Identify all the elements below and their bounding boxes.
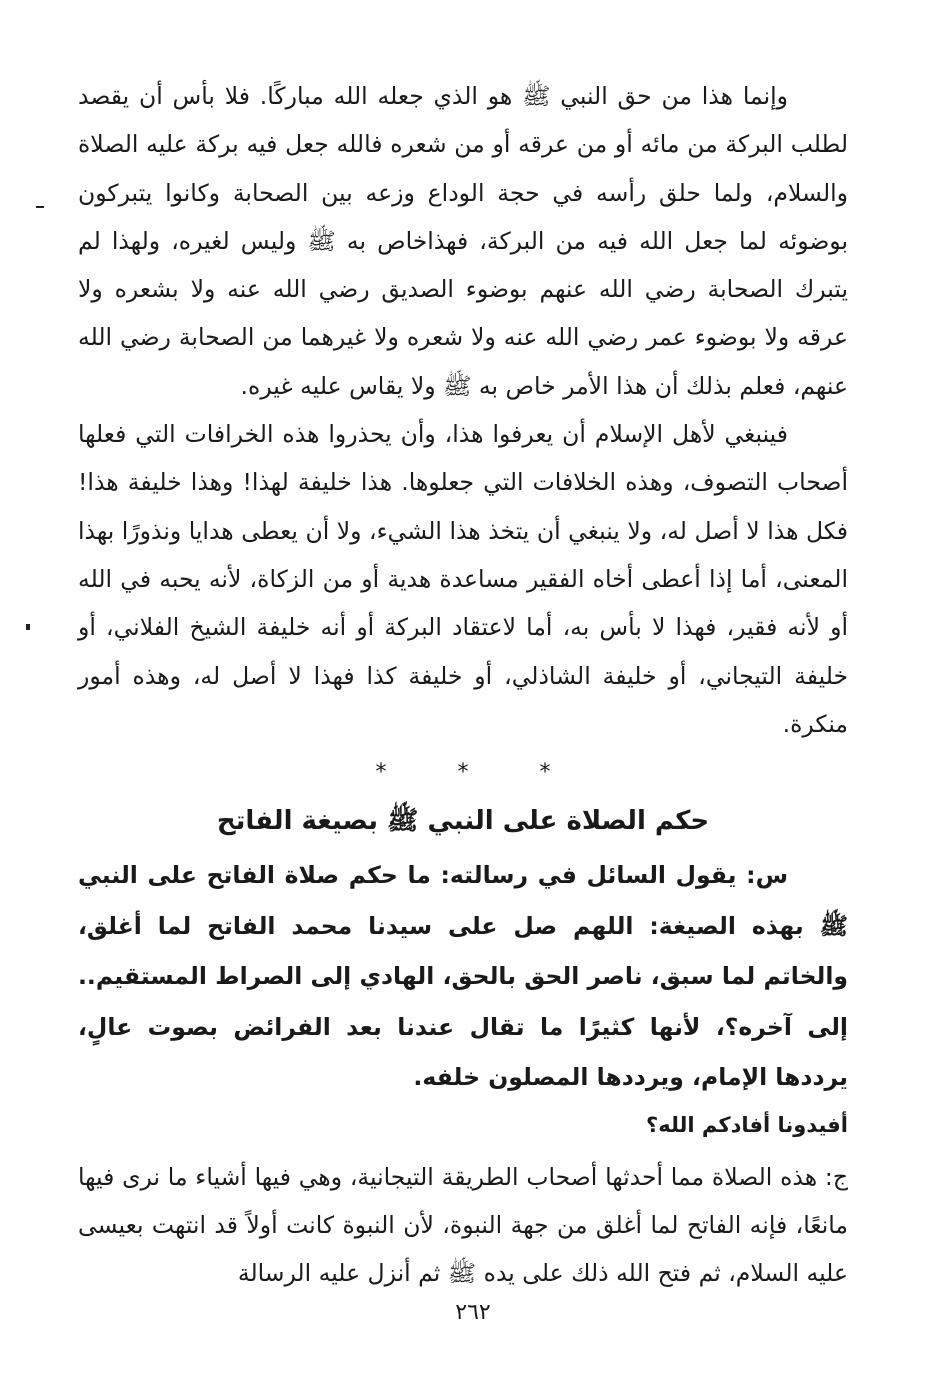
paragraph-2: فينبغي لأهل الإسلام أن يعرفوا هذا، وأن يحذروا هذه الخرافات التي فعلها أصحاب التصوف، وهذه الخلافات التي جعلوها. هذا خليفة لهذا! وهذا خليفة هذا! فكل هذا لا أصل له، ولا ينبغي أن يتخذ هذا الشيء، ولا أن يعطى هدايا ونذورًا بهذا المعنى، أما إذا أعطى أخاه الفقير مساعدة هدية أو من الزكاة، لأنه يحبه في الله أو لأنه فقير، فهذا لا بأس به، أما لاعتقاد البركة أو أنه خليفة الشيخ الفلاني، أو خليفة التيجاني، أو خليفة الشاذلي، أو خليفة كذا فهذا لا أصل له، وهذه أمور منكرة. [78,420,848,738]
divider-star: * [539,760,551,786]
section-heading: حكم الصلاة على النبي ﷺ بصيغة الفاتح [216,806,710,837]
divider-star: * [457,760,469,786]
page-content [78,72,848,1298]
question-closing: أفيدونا أفادكم الله؟ [646,1112,848,1137]
margin-mark [36,206,44,208]
margin-mark [26,624,30,630]
answer-text: ج: هذه الصلاة مما أحدثها أصحاب الطريقة التيجانية، وهي فيها أشياء ما نرى فيها مانعًا، فإنه الفاتح لما أغلق من جهة النبوة، لأن النبوة كانت أولاً قد انتهت بعيسى عليه السلام، ثم فتح الله ذلك على يده ﷺ ثم أنزل عليه الرسالة [78,1162,848,1288]
question-text: س: يقول السائل في رسالته: ما حكم صلاة الفاتح على النبي ﷺ بهذه الصيغة: اللهم صل على سيدنا محمد الفاتح لما أغلق، والخاتم لما سبق، ناصر الحق بالحق، الهادي إلى الصراط المستقيم.. إلى آخره؟، لأنها كثيرًا ما تقال عندنا بعد الفرائض بصوت عالٍ، يرددها الإمام، ويرددها المصلون خلفه. [78,861,848,1092]
paragraph-1: وإنما هذا من حق النبي ﷺ هو الذي جعله الله مباركًا. فلا بأس أن يقصد لطلب البركة من مائه أو من عرقه أو من شعره فالله جعل فيه بركة عليه الصلاة والسلام، ولما حلق رأسه في حجة الوداع وزعه بين الصحابة وكانوا يتبركون بوضوئه لما جعل الله فيه من البركة، فهذاخاص به ﷺ وليس لغيره، ولهذا لم يتبرك الصحابة رضي الله عنهم بوضوء الصديق رضي الله عنه ولا بشعره ولا عرقه ولا بوضوء عمر رضي الله عنه ولا شعره ولا غيرهما من الصحابة رضي الله عنهم، فعلم بذلك أن هذا الأمر خاص به ﷺ ولا يقاس عليه غيره. [78,82,848,400]
divider-star: * [375,760,387,786]
page-number: ٢٦٢ [455,1300,491,1325]
section-divider [78,752,848,794]
